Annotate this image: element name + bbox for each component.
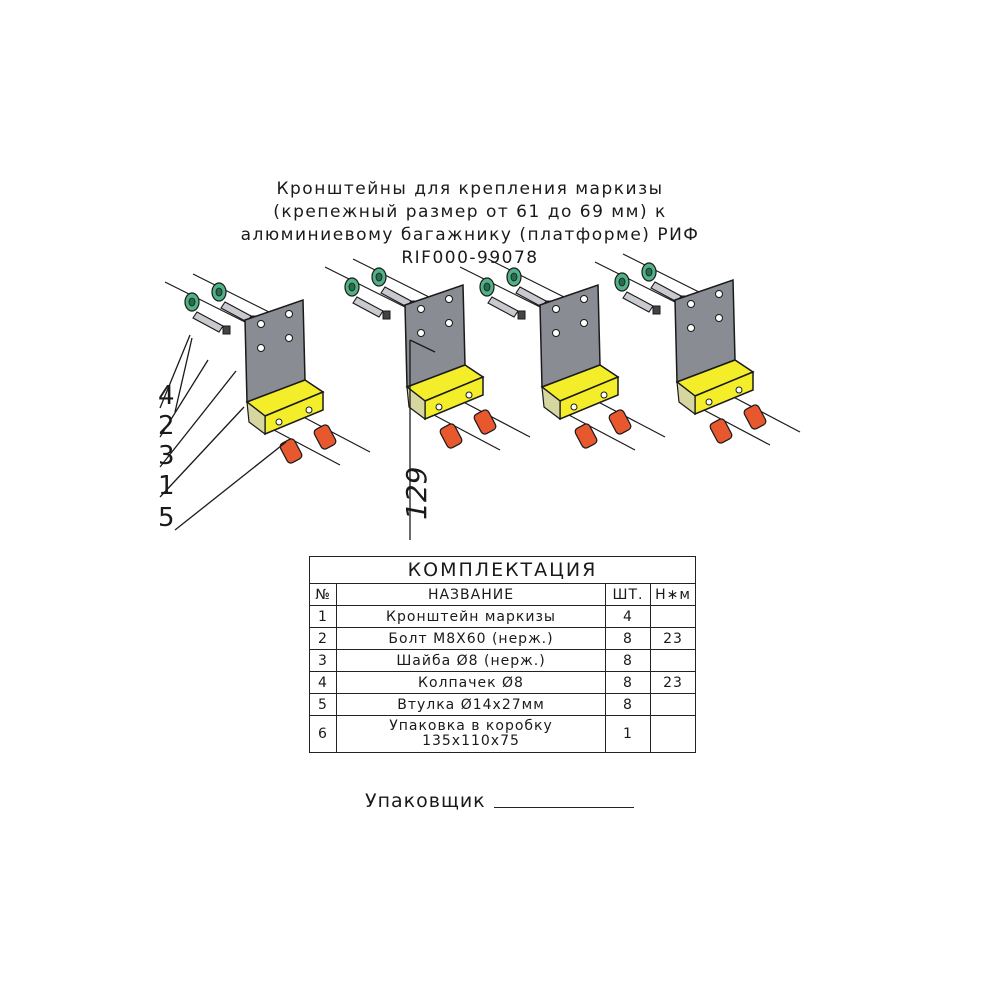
- callout-1: 1: [158, 471, 175, 501]
- row-qty: 1: [606, 716, 651, 753]
- table-row: [310, 694, 696, 716]
- callout-4: 4: [158, 381, 175, 411]
- row-name: Упаковка в коробку: [389, 718, 553, 734]
- row-torque: [651, 716, 696, 753]
- row-name: Втулка Ø14х27мм: [337, 694, 606, 716]
- row-num: 1: [310, 606, 337, 628]
- row-torque: 23: [651, 628, 696, 650]
- bracket-assembly-2: [325, 259, 530, 450]
- row-num: 5: [310, 694, 337, 716]
- header-num: №: [310, 584, 337, 606]
- packer-label: Упаковщик: [365, 790, 486, 812]
- title-line-1: Кронштейны для крепления маркизы: [276, 179, 664, 199]
- table-row: [310, 650, 696, 672]
- table-row: [310, 628, 696, 650]
- title-line-4: RIF000-99078: [401, 248, 539, 268]
- row-qty: 8: [606, 650, 651, 672]
- header-qty: ШТ.: [606, 584, 651, 606]
- row-num: 2: [310, 628, 337, 650]
- kit-table: [309, 556, 696, 753]
- row-name: Кронштейн маркизы: [337, 606, 606, 628]
- dimension-label: 129: [400, 466, 433, 520]
- table-row: [310, 606, 696, 628]
- row-torque: [651, 650, 696, 672]
- row-num: 3: [310, 650, 337, 672]
- header-torque: Н∗м: [651, 584, 696, 606]
- row-torque: [651, 606, 696, 628]
- callout-2: 2: [158, 411, 175, 441]
- row-name: Колпачек Ø8: [337, 672, 606, 694]
- title-line-2: (крепежный размер от 61 до 69 мм) к: [273, 202, 667, 222]
- table-row: [310, 672, 696, 694]
- title-line-3: алюминиевому багажнику (платформе) РИФ: [240, 225, 700, 245]
- row-name-cell: [337, 716, 606, 753]
- row-qty: 8: [606, 694, 651, 716]
- row-name-2: 135х110х75: [422, 733, 520, 749]
- row-name: Болт М8Х60 (нерж.): [337, 628, 606, 650]
- callout-5: 5: [158, 503, 175, 533]
- bracket-assembly-1: [165, 274, 370, 465]
- callout-3: 3: [158, 441, 175, 471]
- kit-table-title: КОМПЛЕКТАЦИЯ: [310, 557, 696, 584]
- header-name: НАЗВАНИЕ: [337, 584, 606, 606]
- packer-signature-line: [494, 807, 634, 808]
- table-row: [310, 716, 696, 753]
- row-qty: 4: [606, 606, 651, 628]
- row-torque: [651, 694, 696, 716]
- row-qty: 8: [606, 628, 651, 650]
- row-num: 6: [310, 716, 337, 753]
- row-torque: 23: [651, 672, 696, 694]
- row-name: Шайба Ø8 (нерж.): [337, 650, 606, 672]
- row-num: 4: [310, 672, 337, 694]
- row-qty: 8: [606, 672, 651, 694]
